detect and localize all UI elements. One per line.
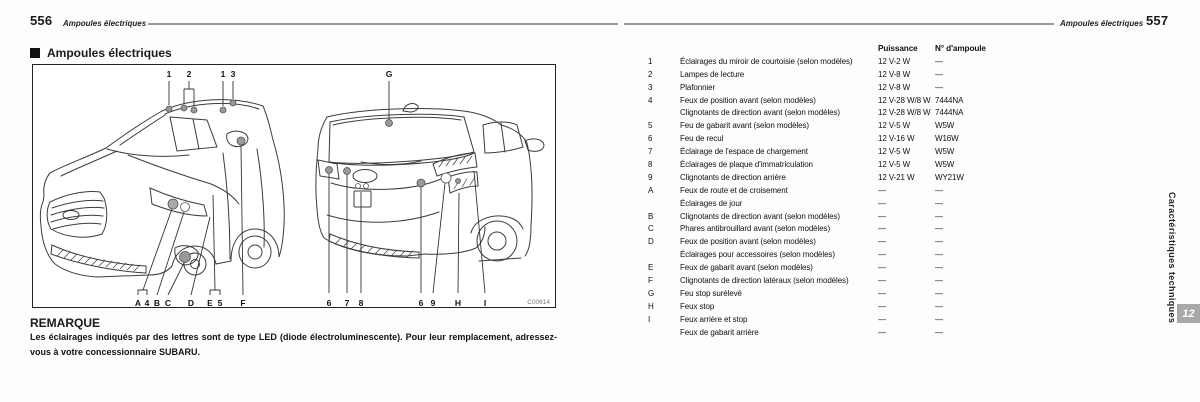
note-text: Les éclairages indiqués par des lettres sont de type LED (diode électroluminescente). Pour leur remplacement, adressez-vous à votre concessionnaire SUBARU. (30, 332, 557, 357)
callout-label: 5 (217, 298, 223, 307)
table-cell-label: Feux de gabarit avant (selon modèles) (680, 263, 813, 273)
callout-label: H (454, 298, 462, 307)
table-cell-ref (648, 327, 680, 340)
callout-label: 4 (144, 298, 150, 307)
callout-label: E (207, 298, 213, 307)
car-rear-bulb-dots (326, 120, 461, 189)
bulb-table (648, 43, 1040, 339)
table-row (648, 133, 1040, 146)
table-cell-ref: 2 (648, 69, 653, 79)
table-cell-ref: 8 (648, 160, 653, 170)
table-cell-ref: 9 (648, 172, 653, 182)
table-cell-power: — (878, 237, 886, 247)
table-row (648, 275, 1040, 288)
table-cell-bulb: — (935, 263, 943, 273)
table-cell-label: Clignotants de direction avant (selon modèles) (680, 211, 840, 221)
table-cell-label: Feux de route et de croisement (680, 185, 788, 195)
table-cell-ref (648, 198, 680, 211)
callout-label: 9 (430, 298, 436, 307)
table-cell-ref: 1 (648, 56, 653, 66)
table-row (648, 198, 1040, 211)
table-cell-ref: B (648, 211, 654, 221)
right-page-number: 557 (1146, 13, 1169, 28)
table-cell-label: Éclairage de l'espace de chargement (680, 147, 808, 157)
table-cell-power: — (878, 314, 886, 324)
callout-label: 6 (418, 298, 424, 307)
callout-label: 8 (358, 298, 364, 307)
table-cell-bulb: WY21W (935, 172, 964, 182)
table-cell-ref: G (648, 288, 655, 298)
table-cell-label: Clignotants de direction arrière (680, 172, 786, 182)
table-cell-label: Clignotants de direction latéraux (selon modèles) (680, 276, 849, 286)
note-title: REMARQUE (30, 316, 101, 330)
table-cell-power: — (878, 327, 886, 337)
car-front-illustration (40, 100, 284, 277)
callout-label: 1 (220, 69, 226, 79)
table-cell-power: 12 V-21 W (878, 172, 915, 182)
table-row (648, 159, 1040, 172)
table-cell-ref: C (648, 224, 654, 234)
table-cell-ref: 3 (648, 82, 653, 92)
car-diagram-svg (33, 65, 555, 307)
table-cell-ref: 5 (648, 121, 653, 131)
table-row (648, 211, 1040, 224)
table-cell-label: Éclairages pour accessoires (selon modèles) (680, 250, 835, 260)
left-page-number: 556 (30, 13, 53, 28)
table-cell-bulb: — (935, 276, 943, 286)
car-front-bulb-dots (166, 100, 245, 263)
table-cell-ref: A (648, 185, 654, 195)
table-cell-power: 12 V-28 W/8 W (878, 95, 931, 105)
callout-label: 3 (230, 69, 236, 79)
table-cell-label: Feux arrière et stop (680, 314, 748, 324)
table-cell-label: Feu stop surélevé (680, 288, 742, 298)
table-row (648, 236, 1040, 249)
car-rear-illustration (316, 104, 544, 261)
table-cell-power: — (878, 263, 886, 273)
table-cell-bulb: — (935, 288, 943, 298)
table-row (648, 288, 1040, 301)
table-cell-ref: 6 (648, 134, 653, 144)
table-row (648, 172, 1040, 185)
table-cell-label: Feux de gabarit arrière (680, 327, 759, 337)
table-cell-label: Feux de position avant (selon modèles) (680, 95, 816, 105)
table-cell-label: Lampes de lecture (680, 69, 745, 79)
table-row (648, 327, 1040, 340)
table-row (648, 82, 1040, 95)
table-cell-label: Feux stop (680, 301, 715, 311)
table-cell-power: — (878, 198, 886, 208)
table-cell-power: — (878, 185, 886, 195)
callout-label: G (385, 69, 393, 79)
sidebar-chapter-tab: Caractéristiques techniques (1167, 192, 1177, 324)
table-row (648, 223, 1040, 236)
table-cell-power: 12 V-28 W/8 W (878, 108, 931, 118)
table-cell-label: Feu de recul (680, 134, 724, 144)
table-row (648, 120, 1040, 133)
table-cell-power: 12 V-5 W (878, 147, 911, 157)
table-cell-ref: 4 (648, 95, 653, 105)
table-cell-ref: D (648, 237, 654, 247)
right-running-header: Ampoules électriques (1060, 19, 1144, 28)
table-cell-ref: I (648, 314, 651, 324)
table-cell-ref (648, 107, 680, 120)
table-cell-power: — (878, 224, 886, 234)
callout-label: 1 (166, 69, 172, 79)
table-row (648, 107, 1040, 120)
callout-label: D (187, 298, 195, 307)
table-cell-bulb: — (935, 211, 943, 221)
table-cell-ref: 7 (648, 147, 653, 157)
table-cell-bulb: — (935, 314, 943, 324)
table-cell-bulb: W16W (935, 134, 959, 144)
table-cell-power: 12 V-16 W (878, 134, 915, 144)
bulb-table-rows (648, 56, 1040, 340)
table-cell-power: — (878, 250, 886, 260)
table-cell-bulb: W5W (935, 160, 955, 170)
section-heading-label: Ampoules électriques (47, 46, 172, 60)
table-cell-power: 12 V-2 W (878, 56, 911, 66)
column-header-bulb: N° d'ampoule (935, 44, 986, 53)
table-cell-power: — (878, 288, 886, 298)
table-cell-label: Feux de position avant (selon modèles) (680, 237, 816, 247)
table-cell-bulb: — (935, 250, 943, 260)
table-cell-bulb: 7444NA (935, 95, 964, 105)
column-header-power: Puissance (878, 44, 918, 53)
table-cell-power: — (878, 301, 886, 311)
table-cell-power: — (878, 211, 886, 221)
callout-label: 6 (326, 298, 332, 307)
table-cell-bulb: W5W (935, 147, 955, 157)
table-cell-bulb: — (935, 185, 943, 195)
table-cell-label: Clignotants de direction avant (selon modèles) (680, 108, 840, 118)
table-cell-label: Plafonnier (680, 82, 716, 92)
chapter-badge: 12 (1177, 304, 1200, 323)
table-cell-bulb: — (935, 56, 943, 66)
right-header-rule (624, 23, 1054, 25)
callout-label: B (153, 298, 161, 307)
table-cell-ref (648, 249, 680, 262)
table-row (648, 301, 1040, 314)
left-header-rule (148, 23, 618, 25)
table-cell-label: Phares antibrouillard avant (selon modèles) (680, 224, 831, 234)
table-cell-power: 12 V-5 W (878, 121, 911, 131)
table-cell-ref: H (648, 301, 654, 311)
table-cell-power: 12 V-8 W (878, 82, 911, 92)
table-row (648, 314, 1040, 327)
table-cell-bulb: 7444NA (935, 108, 964, 118)
callout-label: F (240, 298, 246, 307)
table-cell-bulb: — (935, 224, 943, 234)
table-cell-label: Feu de gabarit avant (selon modèles) (680, 121, 809, 131)
table-cell-bulb: — (935, 82, 943, 92)
table-cell-power: 12 V-8 W (878, 69, 911, 79)
callout-label: 2 (186, 69, 192, 79)
callout-label: 7 (344, 298, 350, 307)
bulb-table-header (648, 43, 1040, 56)
table-cell-bulb: W5W (935, 121, 955, 131)
table-cell-label: Éclairages du miroir de courtoisie (selon modèles) (680, 56, 853, 66)
table-cell-bulb: — (935, 198, 943, 208)
table-cell-bulb: — (935, 69, 943, 79)
table-cell-bulb: — (935, 237, 943, 247)
callout-label: A (134, 298, 142, 307)
bulb-location-figure (32, 64, 556, 308)
table-cell-label: Éclairages de jour (680, 198, 743, 208)
figure-code: C00614 (527, 299, 550, 306)
table-row (648, 69, 1040, 82)
table-cell-ref: E (648, 263, 654, 273)
table-cell-label: Éclairages de plaque d'immatriculation (680, 160, 813, 170)
left-running-header: Ampoules électriques (63, 19, 147, 28)
table-row (648, 185, 1040, 198)
table-row (648, 249, 1040, 262)
table-cell-ref: F (648, 276, 653, 286)
section-square-icon (30, 48, 40, 58)
table-row (648, 146, 1040, 159)
table-row (648, 56, 1040, 69)
table-cell-bulb: — (935, 327, 943, 337)
table-row (648, 95, 1040, 108)
table-row (648, 262, 1040, 275)
callout-label: I (483, 298, 487, 307)
table-cell-bulb: — (935, 301, 943, 311)
section-heading (30, 46, 172, 60)
callout-label: C (164, 298, 172, 307)
table-cell-power: 12 V-5 W (878, 160, 911, 170)
table-cell-power: — (878, 276, 886, 286)
